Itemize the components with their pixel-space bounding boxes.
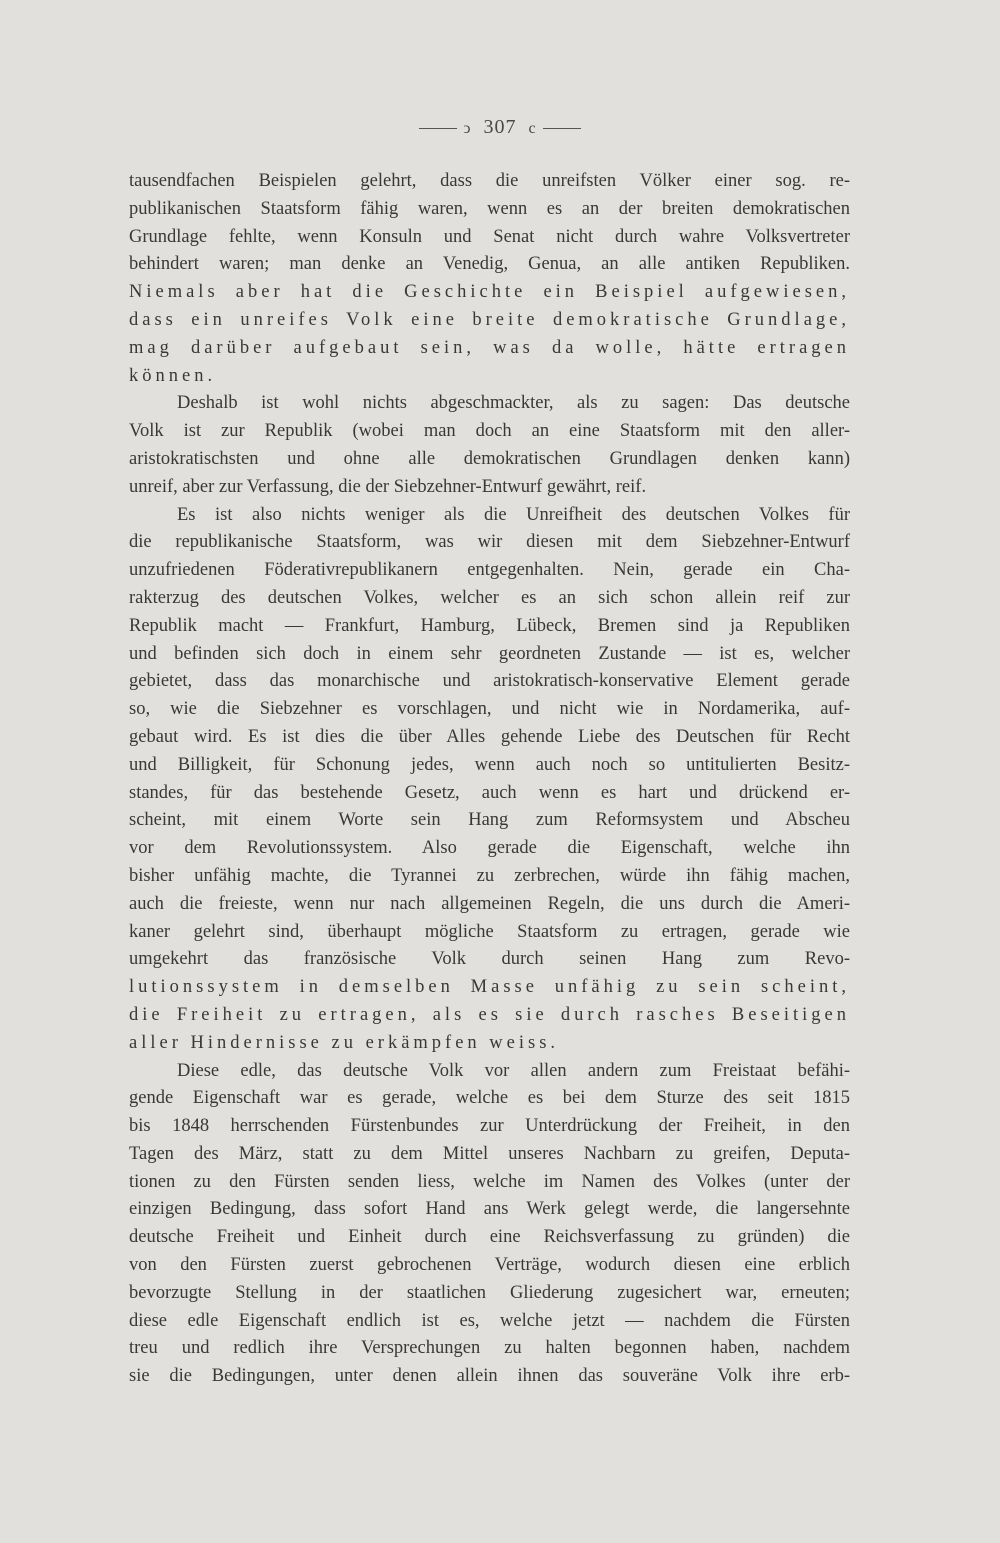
header-left-rule [419, 128, 457, 129]
text-line: Volk ist zur Republik (wobei man doch an eine Staatsform mit den aller- [129, 421, 850, 442]
page-number: 307 [483, 116, 517, 138]
text-line: bis 1848 herrschenden Fürstenbundes zur Unterdrückung der Freiheit, in den [129, 1116, 850, 1137]
text-line: Republik macht — Frankfurt, Hamburg, Lübeck, Bremen sind ja Republiken [129, 615, 850, 636]
text-line: Grundlage fehlte, wenn Konsuln und Senat nicht durch wahre Volksvertreter [129, 226, 850, 247]
text-line: bevorzugte Stellung in der staatlichen Gliederung zugesichert war, erneuten; [129, 1282, 850, 1303]
text-line: tausendfachen Beispielen gelehrt, dass die unreifsten Völker einer sog. re- [129, 171, 850, 191]
text-line: können. [129, 365, 217, 386]
text-line: die republikanische Staatsform, was wir diesen mit dem Siebzehner-Entwurf [129, 532, 850, 553]
text-line: publikanischen Staatsform fähig waren, wenn es an der breiten demokratischen [129, 198, 850, 219]
text-line: Es ist also nichts weniger als die Unreifheit des deutschen Volkes für [177, 504, 850, 525]
text-line: Diese edle, das deutsche Volk vor allen andern zum Freistaat befähi- [177, 1060, 850, 1081]
text-line: gebaut wird. Es ist dies die über Alles gehende Liebe des Deutschen für Recht [129, 726, 850, 747]
text-line: vor dem Revolutionssystem. Also gerade die Eigenschaft, welche ihn [129, 838, 850, 859]
header-left-ornament: ↄ [463, 120, 472, 137]
text-line: lutionssystem in demselben Masse unfähig zu sein scheint, [129, 977, 850, 998]
text-line: bisher unfähig machte, die Tyrannei zu zerbrechen, würde ihn fähig machen, [129, 865, 850, 886]
text-line: aller Hindernisse zu erkämpfen weiss. [129, 1032, 560, 1053]
text-line: und befinden sich doch in einem sehr geordneten Zustande — ist es, welcher [129, 643, 850, 664]
text-line: tionen zu den Fürsten senden liess, welche im Namen des Volkes (unter der [129, 1171, 850, 1192]
text-line: auch die freieste, wenn nur nach allgemeinen Regeln, die uns durch die Ameri- [129, 893, 850, 914]
text-line: Deshalb ist wohl nichts abgeschmackter, als zu sagen: Das deutsche [177, 393, 850, 414]
text-line: so, wie die Siebzehner es vorschlagen, und nicht wie in Nordamerika, auf- [129, 699, 850, 720]
text-line: von den Fürsten zuerst gebrochenen Verträge, wodurch diesen eine erblich [129, 1255, 850, 1276]
text-line: aristokratischsten und ohne alle demokratischen Grundlagen denken kann) [129, 448, 850, 469]
header-right-ornament: c [528, 120, 537, 137]
text-line: Niemals aber hat die Geschichte ein Beispiel aufgewiesen, [129, 282, 850, 303]
header-right-rule [543, 128, 581, 129]
text-line: umgekehrt das französische Volk durch seinen Hang zum Revo- [129, 949, 850, 970]
text-line: mag darüber aufgebaut sein, was da wolle, hätte ertragen [129, 337, 850, 358]
text-line: kaner gelehrt sind, überhaupt mögliche Staatsform zu ertragen, gerade wie [129, 921, 850, 942]
body-text [129, 168, 850, 1391]
text-line: sie die Bedingungen, unter denen allein ihnen das souveräne Volk ihre erb- [129, 1366, 850, 1387]
text-line: dass ein unreifes Volk eine breite demokratische Grundlage, [129, 309, 850, 330]
text-line: deutsche Freiheit und Einheit durch eine Reichsverfassung zu gründen) die [129, 1227, 850, 1248]
text-line: einzigen Bedingung, dass sofort Hand ans Werk gelegt werde, die langersehnte [129, 1199, 850, 1220]
text-line: unreif, aber zur Verfassung, die der Siebzehner-Entwurf gewährt, reif. [129, 476, 647, 497]
text-line: Tagen des März, statt zu dem Mittel unseres Nachbarn zu greifen, Deputa- [129, 1143, 850, 1164]
text-line: gebietet, dass das monarchische und aristokratisch-konservative Element gerade [129, 671, 850, 692]
text-line: die Freiheit zu ertragen, als es sie durch rasches Beseitigen [129, 1004, 850, 1025]
text-line: behindert waren; man denke an Venedig, Genua, an alle antiken Republiken. [129, 254, 850, 275]
text-line: diese edle Eigenschaft endlich ist es, welche jetzt — nachdem die Fürsten [129, 1310, 850, 1331]
text-line: treu und redlich ihre Versprechungen zu halten begonnen haben, nachdem [129, 1338, 850, 1359]
text-line: scheint, mit einem Worte sein Hang zum Reformsystem und Abscheu [129, 810, 850, 831]
text-line: gende Eigenschaft war es gerade, welche es bei dem Sturze des seit 1815 [129, 1088, 850, 1109]
text-line: standes, für das bestehende Gesetz, auch wenn es hart und drückend er- [129, 782, 850, 803]
page-header [0, 116, 1000, 139]
text-line: unzufriedenen Föderativrepublikanern entgegenhalten. Nein, gerade ein Cha- [129, 560, 850, 581]
text-line: und Billigkeit, für Schonung jedes, wenn auch noch so untitulierten Besitz- [129, 754, 850, 775]
text-line: rakterzug des deutschen Volkes, welcher es an sich schon allein reif zur [129, 587, 850, 608]
